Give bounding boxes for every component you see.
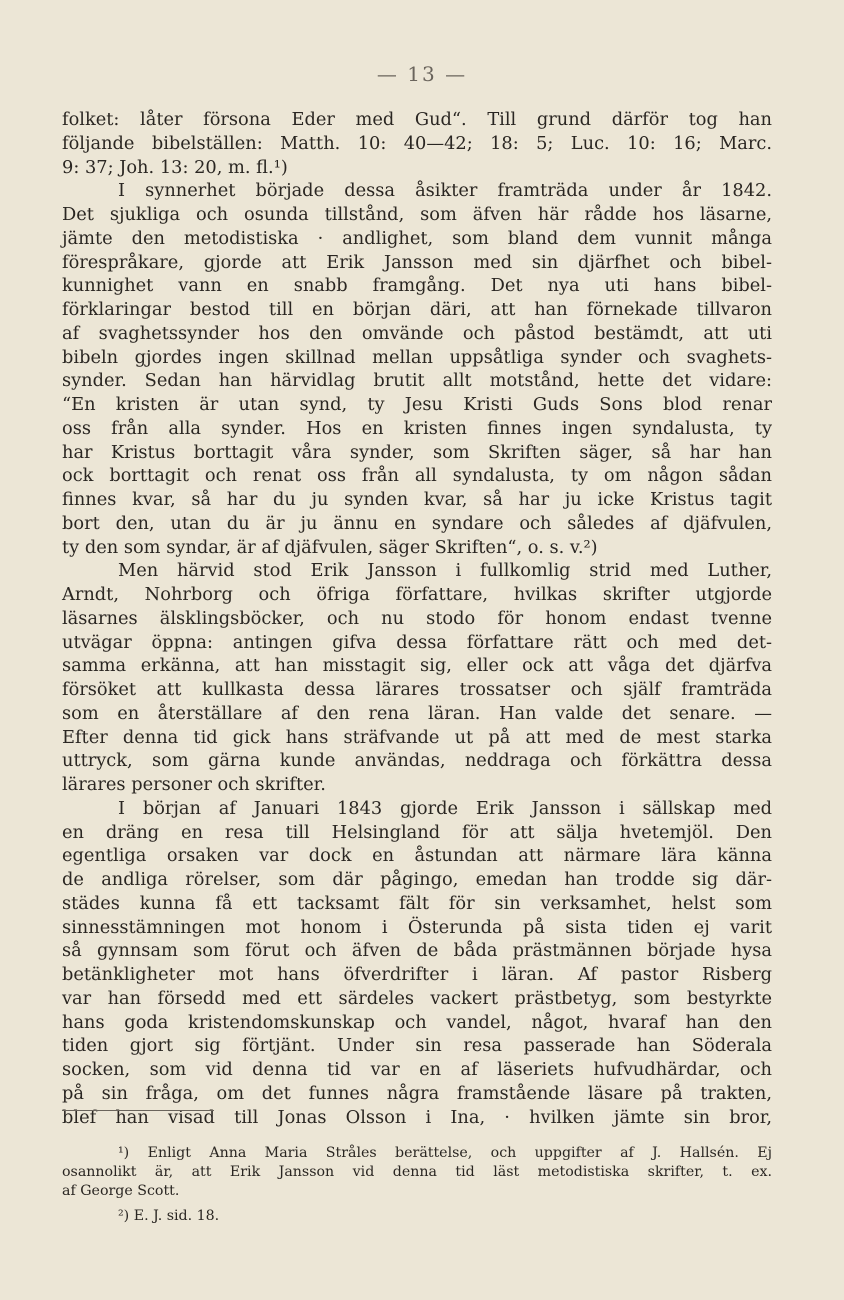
footnote-line: af George Scott. (62, 1183, 180, 1199)
text-line: folket: låter försona Eder med Gud“. Till grund därför tog han (62, 109, 772, 130)
text-line: ock borttagit och renat oss från all syndalusta, ty om någon sådan (62, 465, 772, 487)
text-line: de andliga rörelser, som där pågingo, emedan han trodde sig där- (62, 869, 772, 890)
text-line: Det sjukliga och osunda tillstånd, som äfven här rådde hos läsarne, (62, 204, 772, 225)
text-line: socken, som vid denna tid var en af läseriets hufvudhärdar, och (62, 1059, 772, 1080)
text-line: bibeln gjordes ingen skillnad mellan uppsåtliga synder och svaghets- (62, 346, 772, 368)
text-line: blef han visad till Jonas Olsson i Ina, · hvilken jämte sin bror, (62, 1106, 772, 1128)
text-line: på sin fråga, om det funnes några framstående läsare på trakten, (62, 1082, 772, 1104)
footnote-line: ²) E. J. sid. 18. (118, 1208, 220, 1224)
text-line: ty den som syndar, är af djäfvulen, säger Skriften“, o. s. v.²) (62, 536, 598, 558)
text-line: uttryck, som gärna kunde användas, neddraga och förkättra dessa (62, 750, 772, 772)
text-line: finnes kvar, så har du ju synden kvar, så har ju icke Kristus tagit (62, 489, 772, 510)
text-line: betänkligheter mot hans öfverdrifter i läran. Af pastor Risberg (62, 964, 772, 985)
text-line: en dräng en resa till Helsingland för att sälja hvetemjöl. Den (62, 821, 772, 843)
body-text (62, 108, 772, 1129)
text-line: läsarnes älsklingsböcker, och nu stodo för honom endast tvenne (62, 607, 772, 629)
text-line: Arndt, Nohrborg och öfriga författare, hvilkas skrifter utgjorde (62, 584, 772, 605)
page-number: — 13 — (376, 62, 468, 86)
text-line: I början af Januari 1843 gjorde Erik Jansson i sällskap med (118, 797, 772, 819)
text-line: följande bibelställen: Matth. 10: 40—42; 18: 5; Luc. 10: 16; Marc. (62, 132, 772, 154)
text-line: af svaghetssynder hos den omvände och påstod bestämdt, att uti (62, 322, 772, 344)
text-line: jämte den metodistiska · andlighet, som bland dem vunnit många (62, 227, 772, 249)
text-line: försöket att kullkasta dessa lärares trossatser och själf framträda (62, 679, 772, 700)
footnote-line: ¹) Enligt Anna Maria Stråles berättelse, och uppgifter af J. Hallsén. Ej (118, 1145, 772, 1161)
text-line: bort den, utan du är ju ännu en syndare och således af djäfvulen, (62, 512, 772, 534)
text-line: så gynnsam som förut och äfven de båda prästmännen började hysa (62, 940, 772, 962)
text-line: I synnerhet började dessa åsikter framträda under år 1842. (118, 180, 772, 202)
text-line: egentliga orsaken var dock en åstundan att närmare lära känna (62, 845, 772, 867)
footnote-line: osannolikt är, att Erik Jansson vid denna tid läst metodistiska skrifter, t. ex. (62, 1164, 772, 1180)
text-line: sinnesstämningen mot honom i Österunda på sista tiden ej varit (62, 916, 772, 938)
footnotes (62, 1144, 772, 1226)
text-line: synder. Sedan han härvidlag brutit allt motstånd, hette det vidare: (62, 370, 772, 392)
text-line: oss från alla synder. Hos en kristen finnes ingen syndalusta, ty (62, 417, 772, 439)
text-line: kunnighet vann en snabb framgång. Det nya uti hans bibel- (62, 275, 772, 297)
text-line: 9: 37; Joh. 13: 20, m. fl.¹) (62, 156, 288, 178)
footnote-divider (62, 1110, 214, 1111)
text-line: städes kunna få ett tacksamt fält för sin verksamhet, helst som (62, 892, 772, 914)
text-line: samma erkänna, att han misstagit sig, eller ock att våga det djärfva (62, 655, 772, 677)
text-line: förklaringar bestod till en början däri, att han förnekade tillvaron (62, 299, 772, 320)
text-line: har Kristus borttagit våra synder, som Skriften säger, så har han (62, 441, 772, 463)
text-line: utvägar öppna: antingen gifva dessa författare rätt och med det- (62, 631, 772, 653)
text-line: var han försedd med ett särdeles vackert prästbetyg, som bestyrkte (62, 987, 772, 1009)
text-line: hans goda kristendomskunskap och vandel, något, hvaraf han den (62, 1011, 772, 1033)
text-line: tiden gjort sig förtjänt. Under sin resa passerade han Söderala (62, 1035, 772, 1057)
text-line: som en återställare af den rena läran. Han valde det senare. — (62, 702, 772, 724)
text-line: Efter denna tid gick hans sträfvande ut på att med de mest starka (62, 726, 772, 748)
text-line: “En kristen är utan synd, ty Jesu Kristi Guds Sons blod renar (62, 394, 772, 415)
text-line: lärares personer och skrifter. (62, 774, 326, 795)
text-line: Men härvid stod Erik Jansson i fullkomlig strid med Luther, (118, 560, 772, 582)
text-line: förespråkare, gjorde att Erik Jansson med sin djärfhet och bibel- (62, 251, 772, 273)
